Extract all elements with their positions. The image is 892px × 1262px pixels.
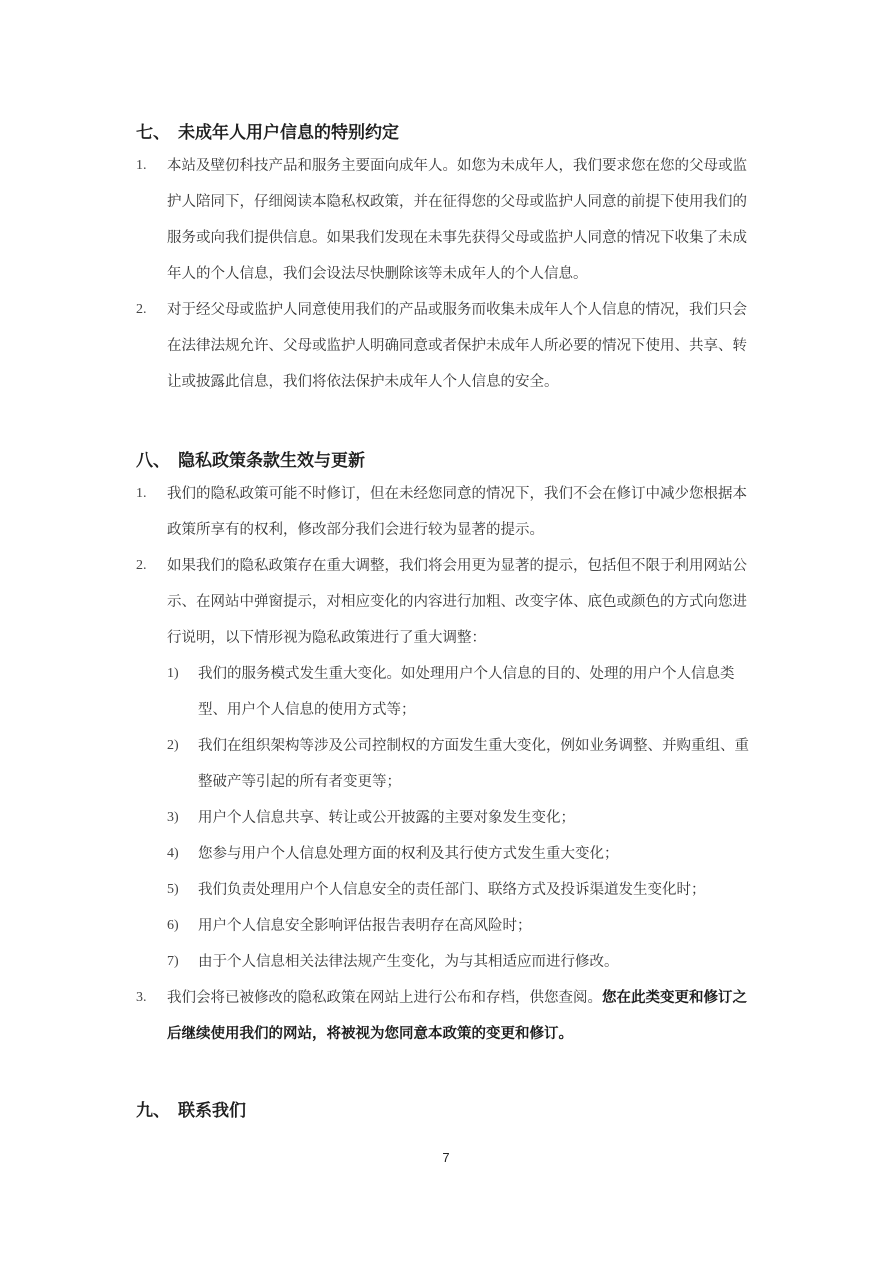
sub-list-item-text: 您参与用户个人信息处理方面的权利及其行使方式发生重大变化； (198, 846, 619, 862)
section-heading: 联系我们 (178, 1101, 246, 1121)
sub-list-marker: 4) (167, 846, 179, 861)
list-item (136, 476, 760, 548)
sub-list-marker: 7) (167, 954, 179, 969)
list-item-text: 对于经父母或监护人同意使用我们的产品或服务而收集未成年人个人信息的情况，我们只会在法律法规允许、父母或监护人明确同意或者保护未成年人所必要的情况下使用、共享、转让或披露此信息，我们将依法保护未成年人个人信息的安全。 (167, 302, 747, 390)
page-number: 7 (442, 1150, 450, 1165)
list-item-bold-text: 您在此类变更和修订之后继续使用我们的网站，将被视为您同意本政策的变更和修订。 (167, 989, 747, 1042)
section-heading: 隐私政策条款生效与更新 (178, 451, 365, 471)
list-item (136, 292, 760, 400)
list-item-text: 我们的隐私政策可能不时修订，但在未经您同意的情况下，我们不会在修订中减少您根据本政策所享有的权利，修改部分我们会进行较为显著的提示。 (167, 486, 747, 538)
sub-list-item-text: 我们在组织架构等涉及公司控制权的方面发生重大变化，例如业务调整、并购重组、重整破产等引起的所有者变更等； (198, 738, 749, 790)
sub-list-item-text: 用户个人信息安全影响评估报告表明存在高风险时； (198, 918, 532, 934)
sub-list-marker: 5) (167, 882, 179, 897)
section-number: 八、 (136, 451, 170, 471)
page-content (136, 118, 760, 1126)
sub-list-marker: 6) (167, 918, 179, 933)
sub-list-marker: 1) (167, 666, 179, 681)
list-marker: 1. (136, 486, 147, 501)
section-number: 九、 (136, 1101, 170, 1121)
sub-list-item-text: 由于个人信息相关法律法规产生变化，为与其相适应而进行修改。 (198, 954, 619, 970)
list-item (136, 148, 760, 292)
list-item-text: 本站及壁仞科技产品和服务主要面向成年人。如您为未成年人，我们要求您在您的父母或监护人陪同下，仔细阅读本隐私权政策，并在征得您的父母或监护人同意的前提下使用我们的服务或向我们提供信息。如果我们发现在未事先获得父母或监护人同意的情况下收集了未成年人的个人信息，我们会设法尽快删除该等未成年人的个人信息。 (167, 158, 747, 282)
sub-list-marker: 3) (167, 810, 179, 825)
sub-list-item (167, 728, 760, 800)
sub-list-item (167, 908, 760, 944)
list-marker: 2. (136, 302, 147, 317)
sub-list-item (167, 800, 760, 836)
section-title-8 (136, 446, 760, 476)
section-7-list (136, 148, 760, 400)
section-title-9 (136, 1096, 760, 1126)
list-item (136, 548, 760, 980)
list-item-text: 如果我们的隐私政策存在重大调整，我们将会用更为显著的提示，包括但不限于利用网站公示、在网站中弹窗提示，对相应变化的内容进行加粗、改变字体、底色或颜色的方式向您进行说明，以下情形视为隐私政策进行了重大调整： (167, 558, 747, 646)
section-heading: 未成年人用户信息的特别约定 (178, 123, 399, 143)
sub-list-item-text: 我们负责处理用户个人信息安全的责任部门、联络方式及投诉渠道发生变化时； (198, 882, 706, 898)
sub-list-item-text: 用户个人信息共享、转让或公开披露的主要对象发生变化； (198, 810, 575, 826)
sub-list-item (167, 872, 760, 908)
sub-list-item (167, 656, 760, 728)
list-marker: 1. (136, 158, 147, 173)
sub-list (167, 656, 760, 980)
sub-list-item (167, 836, 760, 872)
list-item-text: 我们会将已被修改的隐私政策在网站上进行公布和存档，供您查阅。 (167, 990, 602, 1006)
list-item (136, 980, 760, 1052)
section-title-7 (136, 118, 760, 148)
sub-list-item (167, 944, 760, 980)
section-8-list (136, 476, 760, 1052)
sub-list-marker: 2) (167, 738, 179, 753)
list-marker: 2. (136, 558, 147, 573)
sub-list-item-text: 我们的服务模式发生重大变化。如处理用户个人信息的目的、处理的用户个人信息类型、用户个人信息的使用方式等； (198, 666, 735, 718)
list-marker: 3. (136, 990, 147, 1005)
section-number: 七、 (136, 123, 170, 143)
